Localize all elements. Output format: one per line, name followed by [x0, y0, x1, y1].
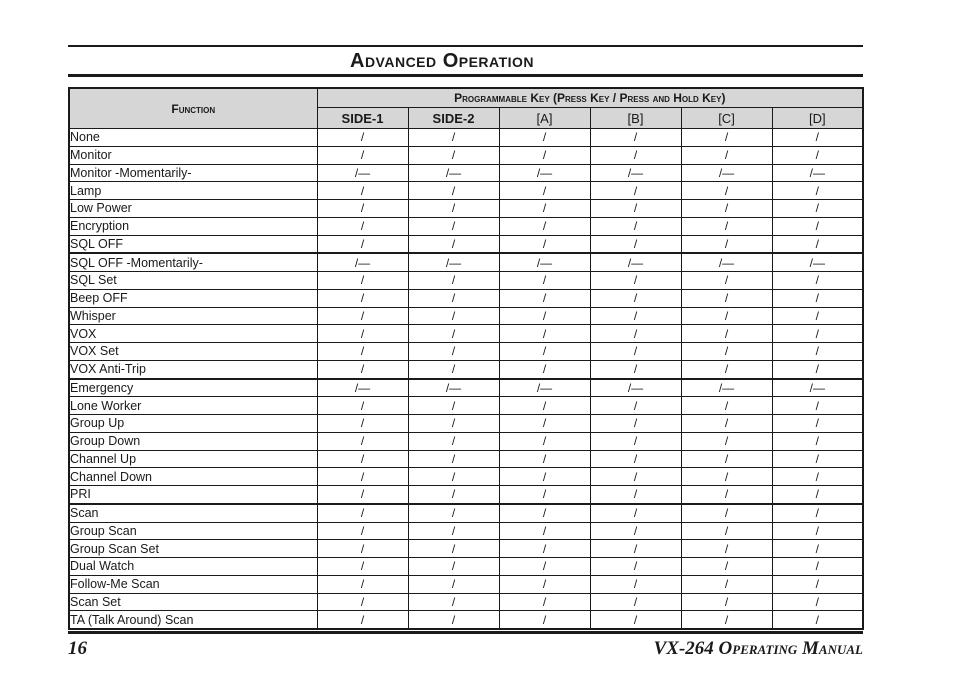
column-header: [C]: [681, 108, 772, 129]
key-assign-mark: /: [772, 129, 863, 147]
key-assign-mark: /: [408, 415, 499, 433]
key-assign-mark: /: [681, 272, 772, 290]
function-label: VOX Set: [69, 343, 317, 361]
key-assign-mark: /: [408, 611, 499, 629]
key-assign-mark: /: [408, 593, 499, 611]
key-assign-mark: /: [681, 343, 772, 361]
key-assign-mark: /—: [317, 253, 408, 271]
key-assign-mark: /: [590, 289, 681, 307]
key-assign-mark: /: [590, 146, 681, 164]
key-assign-mark: /: [317, 432, 408, 450]
key-assign-mark: /: [317, 522, 408, 540]
key-assign-mark: /: [681, 360, 772, 378]
key-assign-mark: /: [317, 235, 408, 253]
key-assign-mark: /: [317, 486, 408, 504]
key-assign-mark: /: [317, 415, 408, 433]
function-label: Follow-Me Scan: [69, 575, 317, 593]
key-assign-mark: /—: [590, 164, 681, 182]
key-assign-mark: /: [681, 129, 772, 147]
key-assign-mark: /: [772, 522, 863, 540]
key-assign-mark: /: [408, 360, 499, 378]
key-assign-mark: /: [499, 289, 590, 307]
key-assign-mark: /—: [681, 379, 772, 397]
function-label: Monitor: [69, 146, 317, 164]
key-assign-mark: /: [317, 611, 408, 629]
key-assign-mark: /: [590, 540, 681, 558]
table-row: [69, 343, 863, 361]
table-row: [69, 379, 863, 397]
table-row: [69, 558, 863, 576]
key-assign-mark: /: [317, 397, 408, 415]
key-assign-mark: /: [772, 450, 863, 468]
key-assign-mark: /: [772, 307, 863, 325]
key-assign-mark: /—: [590, 253, 681, 271]
key-assign-mark: /: [317, 575, 408, 593]
key-assign-mark: /—: [681, 164, 772, 182]
key-assign-mark: /—: [499, 253, 590, 271]
function-label: Encryption: [69, 217, 317, 235]
key-assign-mark: /: [681, 432, 772, 450]
key-assign-mark: /: [772, 611, 863, 629]
function-label: Group Down: [69, 432, 317, 450]
function-label: Group Up: [69, 415, 317, 433]
key-assign-mark: /: [408, 397, 499, 415]
function-header: Function: [69, 88, 317, 129]
key-assign-mark: /: [681, 468, 772, 486]
key-assign-mark: /: [681, 289, 772, 307]
table-row: [69, 593, 863, 611]
table-row: [69, 200, 863, 218]
key-assign-mark: /: [590, 575, 681, 593]
function-label: Group Scan Set: [69, 540, 317, 558]
key-assign-mark: /: [499, 415, 590, 433]
page-number: 16: [68, 638, 87, 659]
key-assign-mark: /: [499, 182, 590, 200]
function-label: SQL Set: [69, 272, 317, 290]
key-assign-mark: /: [681, 307, 772, 325]
key-assign-mark: /: [590, 415, 681, 433]
key-assign-mark: /: [317, 325, 408, 343]
table-row: [69, 235, 863, 253]
table-row: [69, 129, 863, 147]
table-row: [69, 397, 863, 415]
key-assign-mark: /: [590, 468, 681, 486]
key-assign-mark: /—: [408, 379, 499, 397]
key-assign-mark: /: [681, 575, 772, 593]
page-title: Advanced Operation: [350, 50, 535, 72]
key-assign-mark: /: [590, 307, 681, 325]
function-label: Emergency: [69, 379, 317, 397]
key-assign-mark: /: [317, 558, 408, 576]
key-assign-mark: /—: [590, 379, 681, 397]
key-assign-mark: /: [681, 540, 772, 558]
key-assign-mark: /: [499, 325, 590, 343]
key-assign-mark: /—: [772, 164, 863, 182]
table-row: [69, 611, 863, 629]
key-assign-mark: /: [317, 307, 408, 325]
key-assign-mark: /: [590, 397, 681, 415]
key-assign-mark: /: [590, 558, 681, 576]
function-label: Scan: [69, 504, 317, 522]
function-label: Monitor -Momentarily-: [69, 164, 317, 182]
key-assign-mark: /: [317, 200, 408, 218]
key-assign-mark: /: [590, 325, 681, 343]
function-label: SQL OFF -Momentarily-: [69, 253, 317, 271]
key-assign-mark: /—: [772, 253, 863, 271]
table-row: [69, 575, 863, 593]
footer-rule: [68, 631, 863, 634]
key-assign-mark: /: [408, 558, 499, 576]
key-assign-mark: /: [408, 146, 499, 164]
key-assign-mark: /: [681, 200, 772, 218]
function-label: PRI: [69, 486, 317, 504]
key-assign-mark: /: [408, 468, 499, 486]
function-label: Whisper: [69, 307, 317, 325]
key-assign-mark: /: [590, 486, 681, 504]
function-label: Beep OFF: [69, 289, 317, 307]
key-assign-mark: /: [317, 272, 408, 290]
key-assign-mark: /: [408, 272, 499, 290]
key-assign-mark: /: [772, 593, 863, 611]
table-row: [69, 217, 863, 235]
key-assign-mark: /—: [772, 379, 863, 397]
key-assign-mark: /: [772, 360, 863, 378]
table-row: [69, 164, 863, 182]
key-assign-mark: /: [681, 522, 772, 540]
key-assign-mark: /: [408, 432, 499, 450]
key-assign-mark: /: [408, 575, 499, 593]
function-label: Low Power: [69, 200, 317, 218]
key-assign-mark: /: [317, 504, 408, 522]
table-row: [69, 522, 863, 540]
table-row: [69, 432, 863, 450]
key-assign-mark: /: [408, 486, 499, 504]
function-label: Dual Watch: [69, 558, 317, 576]
table-row: [69, 289, 863, 307]
key-assign-mark: /: [499, 307, 590, 325]
table-row: [69, 253, 863, 271]
key-assign-mark: /: [408, 182, 499, 200]
key-assign-mark: /: [408, 235, 499, 253]
key-assign-mark: /: [772, 432, 863, 450]
key-assign-mark: /: [590, 432, 681, 450]
key-assign-mark: /: [499, 217, 590, 235]
function-label: Channel Down: [69, 468, 317, 486]
key-assign-mark: /: [772, 200, 863, 218]
column-header: [B]: [590, 108, 681, 129]
key-assign-mark: /: [590, 129, 681, 147]
key-assign-mark: /—: [408, 164, 499, 182]
key-assign-mark: /: [590, 611, 681, 629]
key-assign-mark: /: [317, 468, 408, 486]
key-assign-mark: /—: [499, 379, 590, 397]
key-assign-mark: /: [408, 540, 499, 558]
key-assign-mark: /: [408, 217, 499, 235]
header-rule-thick: [68, 74, 863, 77]
key-assign-mark: /: [772, 272, 863, 290]
key-assign-mark: /: [499, 540, 590, 558]
function-table: [68, 87, 864, 630]
key-assign-mark: /: [590, 272, 681, 290]
key-assign-mark: /: [408, 307, 499, 325]
function-label: TA (Talk Around) Scan: [69, 611, 317, 629]
key-assign-mark: /: [772, 486, 863, 504]
key-assign-mark: /: [499, 200, 590, 218]
programmable-key-header: Programmable Key (Press Key / Press and Hold Key): [317, 88, 863, 108]
key-assign-mark: /: [681, 450, 772, 468]
key-assign-mark: /: [772, 182, 863, 200]
key-assign-mark: /: [681, 504, 772, 522]
key-assign-mark: /: [499, 272, 590, 290]
key-assign-mark: /: [681, 325, 772, 343]
key-assign-mark: /: [317, 182, 408, 200]
key-assign-mark: /: [499, 397, 590, 415]
key-assign-mark: /: [499, 360, 590, 378]
key-assign-mark: /: [408, 522, 499, 540]
column-header: SIDE-1: [317, 108, 408, 129]
key-assign-mark: /: [408, 200, 499, 218]
key-assign-mark: /: [681, 415, 772, 433]
key-assign-mark: /: [408, 325, 499, 343]
function-label: VOX: [69, 325, 317, 343]
key-assign-mark: /: [772, 235, 863, 253]
key-assign-mark: /: [408, 450, 499, 468]
function-label: SQL OFF: [69, 235, 317, 253]
table-row: [69, 325, 863, 343]
key-assign-mark: /: [772, 540, 863, 558]
key-assign-mark: /—: [408, 253, 499, 271]
key-assign-mark: /: [590, 217, 681, 235]
key-assign-mark: /: [772, 504, 863, 522]
key-assign-mark: /: [317, 343, 408, 361]
key-assign-mark: /: [590, 343, 681, 361]
key-assign-mark: /: [499, 504, 590, 522]
column-header: SIDE-2: [408, 108, 499, 129]
key-assign-mark: /: [590, 522, 681, 540]
table-row: [69, 360, 863, 378]
key-assign-mark: /—: [681, 253, 772, 271]
key-assign-mark: /: [499, 593, 590, 611]
table-row: [69, 540, 863, 558]
key-assign-mark: /: [317, 360, 408, 378]
key-assign-mark: /: [317, 146, 408, 164]
manual-title: VX-264 Operating Manual: [653, 638, 863, 659]
key-assign-mark: /: [317, 540, 408, 558]
key-assign-mark: /: [681, 146, 772, 164]
key-assign-mark: /: [499, 432, 590, 450]
function-label: None: [69, 129, 317, 147]
key-assign-mark: /: [499, 486, 590, 504]
key-assign-mark: /: [772, 146, 863, 164]
table-row: [69, 468, 863, 486]
key-assign-mark: /: [408, 343, 499, 361]
key-assign-mark: /: [772, 558, 863, 576]
table-body: [69, 129, 863, 630]
key-assign-mark: /: [317, 217, 408, 235]
header-rule-thin: [68, 45, 863, 47]
key-assign-mark: /: [499, 450, 590, 468]
table-row: [69, 307, 863, 325]
key-assign-mark: /: [772, 397, 863, 415]
function-label: Scan Set: [69, 593, 317, 611]
function-label: Lone Worker: [69, 397, 317, 415]
key-assign-mark: /: [317, 289, 408, 307]
key-assign-mark: /: [499, 146, 590, 164]
key-assign-mark: /—: [317, 379, 408, 397]
key-assign-mark: /: [590, 593, 681, 611]
key-assign-mark: /: [408, 129, 499, 147]
table-row: [69, 486, 863, 504]
key-assign-mark: /—: [499, 164, 590, 182]
key-assign-mark: /: [408, 504, 499, 522]
key-assign-mark: /: [499, 611, 590, 629]
key-assign-mark: /: [681, 611, 772, 629]
key-assign-mark: /: [772, 343, 863, 361]
column-header: [A]: [499, 108, 590, 129]
key-assign-mark: /: [681, 593, 772, 611]
function-label: Group Scan: [69, 522, 317, 540]
table-row: [69, 504, 863, 522]
key-assign-mark: /: [772, 289, 863, 307]
key-assign-mark: /: [681, 397, 772, 415]
key-assign-mark: /: [590, 360, 681, 378]
column-header: [D]: [772, 108, 863, 129]
key-assign-mark: /: [772, 217, 863, 235]
key-assign-mark: /: [590, 182, 681, 200]
key-assign-mark: /: [499, 235, 590, 253]
key-assign-mark: /: [590, 235, 681, 253]
key-assign-mark: /: [317, 450, 408, 468]
key-assign-mark: /: [681, 486, 772, 504]
table-row: [69, 146, 863, 164]
key-assign-mark: /: [499, 129, 590, 147]
table-row: [69, 182, 863, 200]
key-assign-mark: /—: [317, 164, 408, 182]
table-row: [69, 450, 863, 468]
key-assign-mark: /: [772, 468, 863, 486]
key-assign-mark: /: [317, 129, 408, 147]
table-row: [69, 415, 863, 433]
table-row: [69, 272, 863, 290]
key-assign-mark: /: [499, 558, 590, 576]
key-assign-mark: /: [590, 200, 681, 218]
key-assign-mark: /: [499, 575, 590, 593]
key-assign-mark: /: [772, 575, 863, 593]
function-label: VOX Anti-Trip: [69, 360, 317, 378]
key-assign-mark: /: [499, 343, 590, 361]
key-assign-mark: /: [681, 235, 772, 253]
key-assign-mark: /: [681, 558, 772, 576]
function-label: Channel Up: [69, 450, 317, 468]
key-assign-mark: /: [681, 182, 772, 200]
key-assign-mark: /: [408, 289, 499, 307]
key-assign-mark: /: [499, 522, 590, 540]
key-assign-mark: /: [772, 325, 863, 343]
key-assign-mark: /: [590, 504, 681, 522]
key-assign-mark: /: [590, 450, 681, 468]
key-assign-mark: /: [317, 593, 408, 611]
function-label: Lamp: [69, 182, 317, 200]
key-assign-mark: /: [772, 415, 863, 433]
key-assign-mark: /: [681, 217, 772, 235]
key-assign-mark: /: [499, 468, 590, 486]
